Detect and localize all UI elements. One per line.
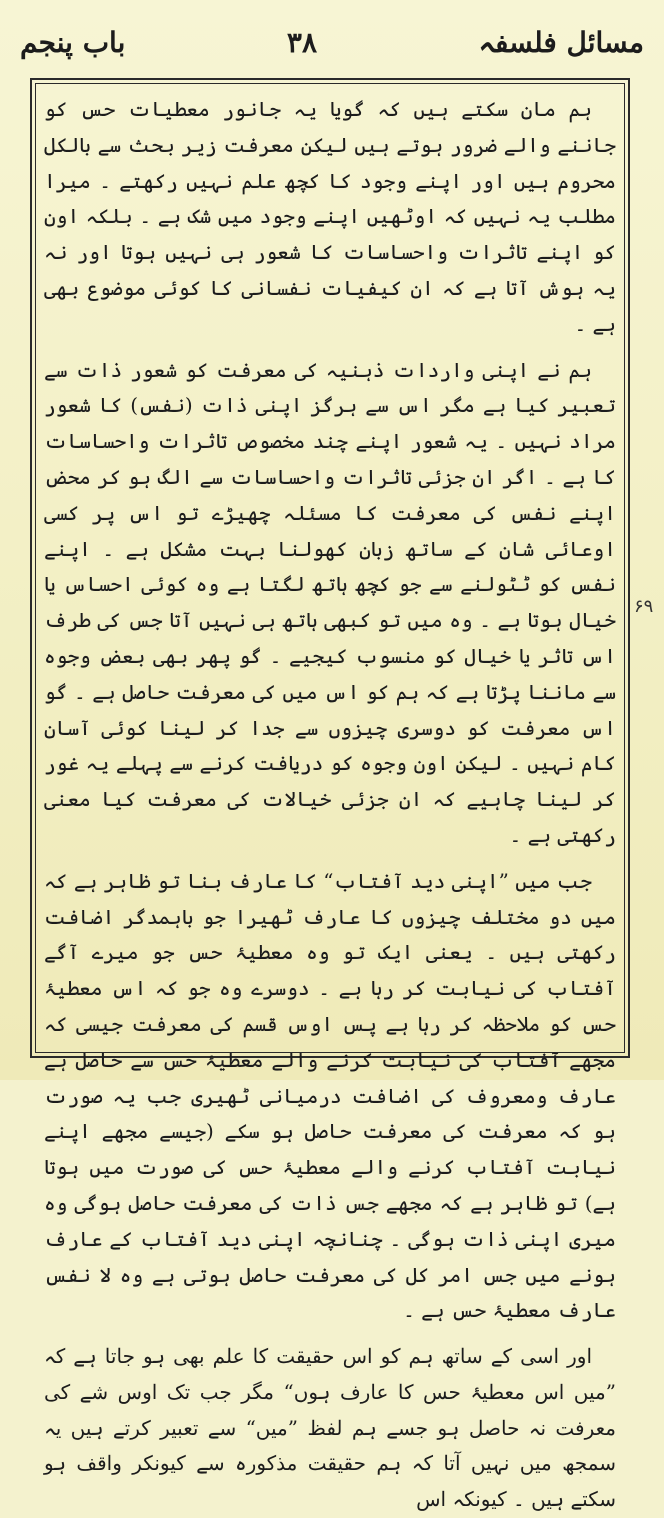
book-title: مسائل فلسفہ — [478, 25, 644, 59]
paragraph-3: جب میں ”اپنی دید آفتاب“ کا عارف بنا تو ظاہر ہے کہ میں دو مختلف چیزوں کا عارف ٹھیرا جو باہمدگر اضافت رکھتی ہیں ۔ یعنی ایک تو وہ معطیۂ حس جو میرے آگے آفتاب کی نیابت کر رہا ہے ۔ دوسرے وہ جو کہ اس معطیۂ حس کو ملاحظہ کر رہا ہے پس اوس قسم کی معرفت جیسی کہ مجھے آفتاب کی نیابت کرنے والے معطیۂ حس سے حاصل ہے عارف ومعروف کی اضافت درمیانی ٹھیری جب یہ صورت ہو کہ معرفت کی معرفت حاصل ہو سکے (جیسے مجھے اپنے نیابت آفتاب کرنے والے معطیۂ حس کی صورت میں ہوتا ہے) تو ظاہر ہے کہ مجھے جس ذات کی معرفت حاصل ہوگی وہ میری اپنی ذات ہوگی ۔ چنانچہ اپنی دید آفتاب کے عارف ہونے میں جس امر کل کی معرفت حاصل ہوتی ہے وہ لا نفس عارف معطیۂ حس ہے ۔ — [44, 868, 616, 1323]
page-header — [20, 22, 644, 62]
page-number: ۳۸ — [286, 25, 317, 59]
paragraph-1: ہم مان سکتے ہیں کہ گویا یہ جانور معطیات حس کو جاننے والے ضرور ہوتے ہیں لیکن معرفت زیر بحث سے بالکل محروم ہیں اور اپنے وجود کا کچھ علم نہیں رکھتے ۔ میرا مطلب یہ نہیں کہ اوٹھیں اپنے وجود میں شک ہے ۔ بلکہ اون کو اپنے تاثرات واحساسات کا شعور ہی نہیں ہوتا اور نہ یہ ہوش آتا ہے کہ ان کیفیات نفسانی کا کوئی موضوع بھی ہے ۔ — [44, 97, 616, 336]
paragraph-4: اور اسی کے ساتھ ہم کو اس حقیقت کا علم بھی ہو جاتا ہے کہ ”میں اس معطیۂ حس کا عارف ہوں“ مگر جب تک اوس شے کی معرفت نہ حاصل ہو جسے ہم لفظ ”میں“ سے تعبیر کرتے ہیں یہ سمجھ میں نہیں آتا کہ ہم حقیقت مذکورہ سے کیونکر واقف ہو سکتے ہیں ۔ کیونکہ اس — [44, 1344, 616, 1512]
paragraph-2: ہم نے اپنی واردات ذہنیہ کی معرفت کو شعور ذات سے تعبیر کیا ہے مگر اس سے ہرگز اپنی ذات (نفس) کا شعور مراد نہیں ۔ یہ شعور اپنے چند مخصوص تاثرات واحساسات کا ہے ۔ اگر ان جزئی تاثرات واحساسات سے الگ ہو کر محض اپنے نفس کی معرفت کا مسئلہ چھیڑے تو اس پر کسی اوعائی شان کے ساتھ زبان کھولنا بہت مشکل ہے ۔ اپنے نفس کو ٹٹولنے سے جو کچھ ہاتھ لگتا ہے وہ کوئی احساس یا خیال ہوتا ہے ۔ وہ میں تو کبھی ہاتھ ہی نہیں آتا جس کی طرف اس تاثر یا خیال کو منسوب کیجیے ۔ گو پھر بھی بعض وجوہ سے ماننا پڑتا ہے کہ ہم کو اس میں کی معرفت حاصل ہے ۔ گو اس معرفت کو دوسری چیزوں سے جدا کر لینا کوئی آسان کام نہیں ۔ لیکن اون وجوہ کو دریافت کرنے سے پہلے یہ غور کر لینا چاہیے کہ ان جزئی خیالات کی معرفت کیا معنی رکھتی ہے ۔ — [44, 357, 616, 847]
margin-note: ۶۹ — [634, 596, 654, 617]
chapter-title: باب پنجم — [20, 25, 126, 59]
body-text — [44, 92, 616, 1512]
